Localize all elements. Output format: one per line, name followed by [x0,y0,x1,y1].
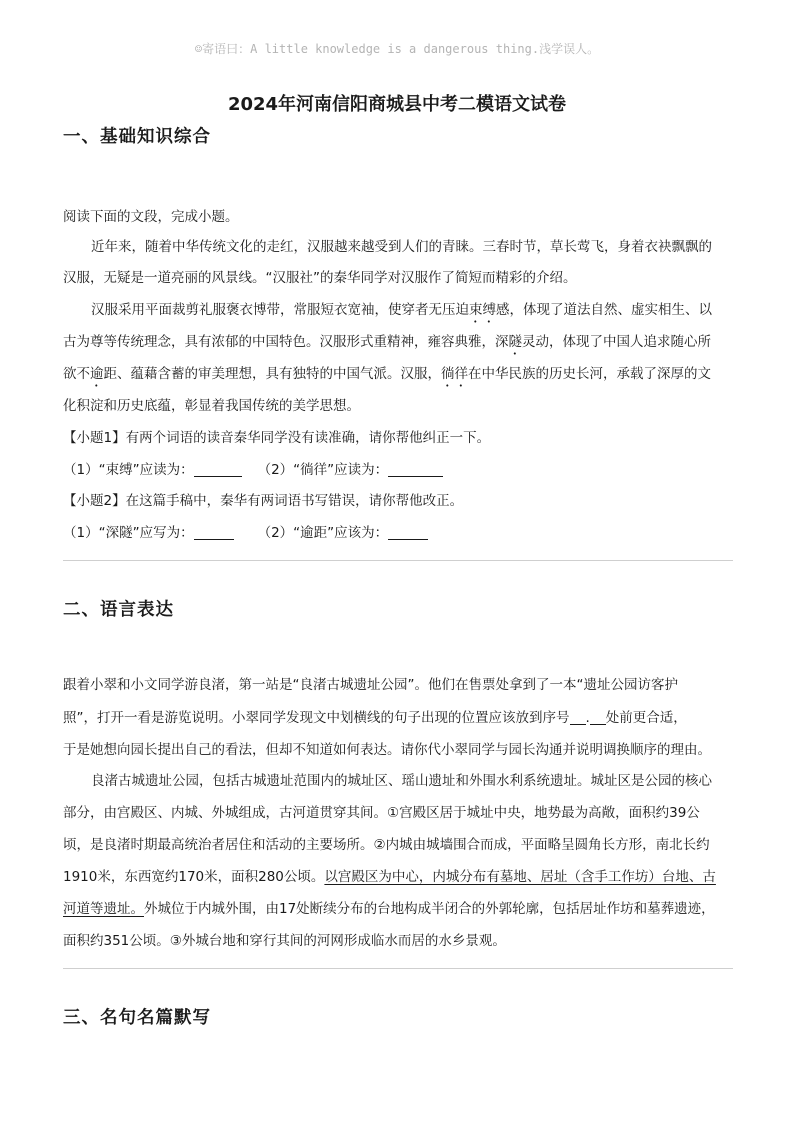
answer-blank[interactable] [388,462,443,477]
question-2-answers [63,521,428,541]
passage-4-line: 顷，是良渚时期最高统治者居住和活动的主要场所。②内城由城墙围合而成，平面略呈圆角长方形，南北长约 [63,837,710,853]
passage-2-line: 化积淀和历史底蕴，彰显着我国传统的美学思想。 [63,398,360,414]
section-heading-2: 二、语言表达 [63,600,174,620]
answer-blank[interactable] [194,462,242,477]
motto-header: ☺寄语曰：A little knowledge is a dangerous thing.浅学误人。 [194,42,600,56]
blank-separator: . [585,710,590,726]
passage-2-line [91,298,712,326]
section-divider [63,560,733,561]
passage-3-line [63,706,687,726]
passage-4-line: 面积约351公顷。③外城台地和穿行其间的河网形成临水而居的水乡景观。 [63,933,506,949]
text-segment: 距、蕴藉含蓄的审美理想，具有独特的中国气派。汉服， [103,366,441,382]
passage-2-line [63,362,711,390]
answer-blank[interactable] [590,710,606,725]
passage-1-line: 近年来，随着中华传统文化的走红，汉服越来越受到人们的青睐。三春时节，草长莺飞，身着衣袂飘飘的 [91,239,712,255]
reading-instruction: 阅读下面的文段，完成小题。 [63,209,239,225]
section-heading-3: 三、名句名篇默写 [63,1008,211,1028]
text-segment: 欲不 [63,366,90,382]
passage-4-line: 良渚古城遗址公园，包括古城遗址范围内的城址区、瑶山遗址和外围水利系统遗址。城址区是公园的核心 [91,773,712,789]
emphasized-word: 徜徉 [441,366,468,382]
text-segment: 感，体现了道法自然、虚实相生、以 [496,302,712,318]
passage-3-line: 跟着小翠和小文同学游良渚，第一站是“良渚古城遗址公园”。他们在售票处拿到了一本“遗址公园访客护 [63,677,678,693]
answer-label: （1）“深隧”应写为： [63,525,194,541]
underlined-sentence: 河道等遗址。 [63,901,144,917]
emphasized-word: 逾 [90,366,104,382]
text-segment: 古为尊等传统理念，具有浓郁的中国特色。汉服形式重精神，雍容典雅， [63,334,495,350]
passage-2-line [63,330,711,358]
answer-blank[interactable] [388,525,428,540]
text-segment: 汉服采用平面裁剪礼服褒衣博带，常服短衣宽袖，使穿者无压迫 [91,302,469,318]
passage-4-line [63,897,715,917]
question-1-answers [63,458,443,478]
answer-blank[interactable] [570,710,586,725]
text-segment: 在中华民族的历史长河，承载了深厚的文 [468,366,711,382]
emphasized-word: 隧 [508,334,522,350]
passage-4-line [63,865,716,885]
text-segment: 1910米，东西宽约170米，面积280公顷。 [63,869,325,885]
passage-4-line: 部分，由宫殿区、内城、外城组成，古河道贯穿其间。①宫殿区居于城址中央，地势最为高敞，面积约39公 [63,805,700,821]
passage-1-line: 汉服，无疑是一道亮丽的风景线。“汉服社”的秦华同学对汉服作了简短而精彩的介绍。 [63,270,577,286]
answer-label: （1）“束缚”应读为： [63,462,194,478]
underlined-sentence: 以宫殿区为中心，内城分布有墓地、居址（含手工作坊）台地、古 [324,869,716,885]
page-title: 2024年河南信阳商城县中考二模语文试卷 [227,94,567,115]
answer-blank[interactable] [194,525,234,540]
text-segment: 灵动，体现了中国人追求随心所 [522,334,711,350]
emphasized-word: 束缚 [469,302,496,318]
text-segment: 处前更合适， [605,710,687,726]
question-2: 【小题2】在这篇手稿中，秦华有两词语书写错误，请你帮他改正。 [63,493,464,509]
passage-3-line: 于是她想向园长提出自己的看法，但却不知道如何表达。请你代小翠同学与园长沟通并说明调换顺序的理由。 [63,742,711,758]
question-1: 【小题1】有两个词语的读音秦华同学没有读准确，请你帮他纠正一下。 [63,430,491,446]
text-segment: 照”，打开一看是游览说明。小翠同学发现文中划横线的句子出现的位置应该放到序号 [63,710,570,726]
section-heading-1: 一、基础知识综合 [63,127,211,147]
text-segment: 外城位于内城外围，由17处断续分布的台地构成半闭合的外郭轮廓，包括居址作坊和墓葬遗迹， [144,901,715,917]
answer-label: （2）“徜徉”应读为： [257,462,389,478]
answer-label: （2）“逾距”应该为： [257,525,389,541]
text-segment: 深 [495,334,509,350]
section-divider [63,968,733,969]
